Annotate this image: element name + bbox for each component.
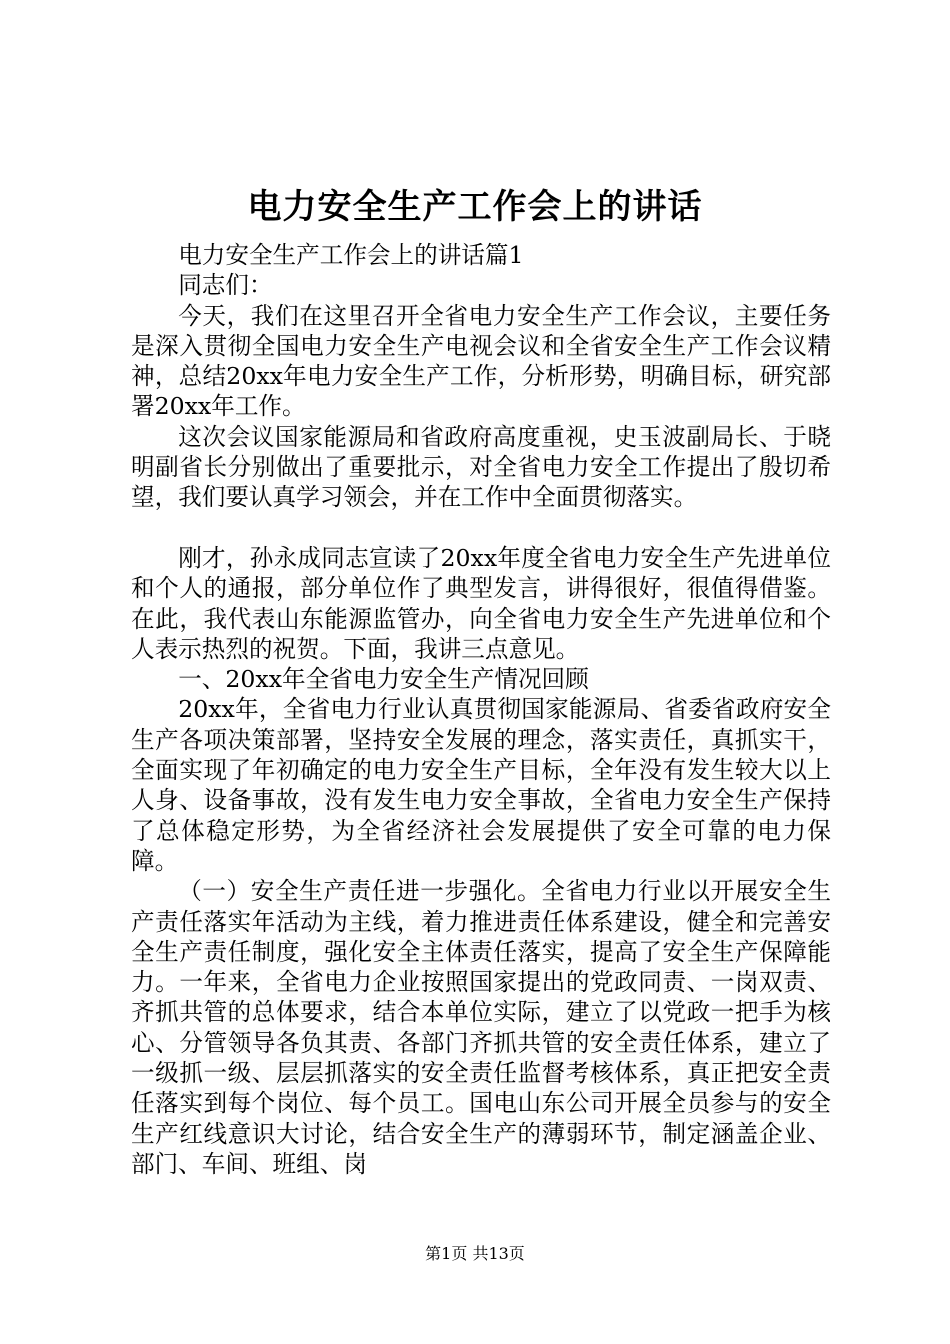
page-number-footer: 第1页 共13页 — [425, 1244, 525, 1263]
body-paragraph: 刚才，孙永成同志宣读了20xx年度全省电力安全生产先进单位和个人的通报，部分单位作了典型发言，讲得很好，很值得借鉴。在此，我代表山东能源监管办，向全省电力安全生产先进单位和个人表示热烈的祝贺。下面，我讲三点意见。 — [131, 543, 831, 663]
section-heading: 一、20xx年全省电力安全生产情况回顾 — [178, 665, 589, 694]
body-paragraph: （一）安全生产责任进一步强化。全省电力行业以开展安全生产责任落实年活动为主线，着力推进责任体系建设，健全和完善安全生产责任制度，强化安全主体责任落实，提高了安全生产保障能力。一年来，全省电力企业按照国家提出的党政同责、一岗双责、齐抓共管的总体要求，结合本单位实际，建立了以党政一把手为核心、分管领导各负其责、各部门齐抓共管的安全责任体系，建立了一级抓一级、层层抓落实的安全责任监督考核体系，真正把安全责任落实到每个岗位、每个员工。国电山东公司开展全员参与的安全生产红线意识大讨论，结合安全生产的薄弱环节，制定涵盖企业、部门、车间、班组、岗 — [131, 877, 831, 1178]
salutation-paragraph: 同志们： — [178, 271, 273, 300]
body-paragraph: 20xx年，全省电力行业认真贯彻国家能源局、省委省政府安全生产各项决策部署，坚持安全发展的理念，落实责任，真抓实干，全面实现了年初确定的电力安全生产目标，全年没有发生较大以上人身、设备事故，没有发生电力安全事故，全省电力安全生产保持了总体稳定形势，为全省经济社会发展提供了安全可靠的电力保障。 — [131, 695, 831, 875]
subtitle-paragraph: 电力安全生产工作会上的讲话篇1 — [178, 241, 524, 269]
document-title: 电力安全生产工作会上的讲话 — [247, 187, 703, 227]
document-body — [131, 240, 831, 1179]
body-paragraph: 今天，我们在这里召开全省电力安全生产工作会议，主要任务是深入贯彻全国电力安全生产电视会议和全省安全生产工作会议精神，总结20xx年电力安全生产工作，分析形势，明确目标，研究部署20xx年工作。 — [131, 301, 831, 421]
body-paragraph: 这次会议国家能源局和省政府高度重视，史玉波副局长、于晓明副省长分别做出了重要批示，对全省电力安全工作提出了殷切希望，我们要认真学习领会，并在工作中全面贯彻落实。 — [131, 422, 831, 512]
